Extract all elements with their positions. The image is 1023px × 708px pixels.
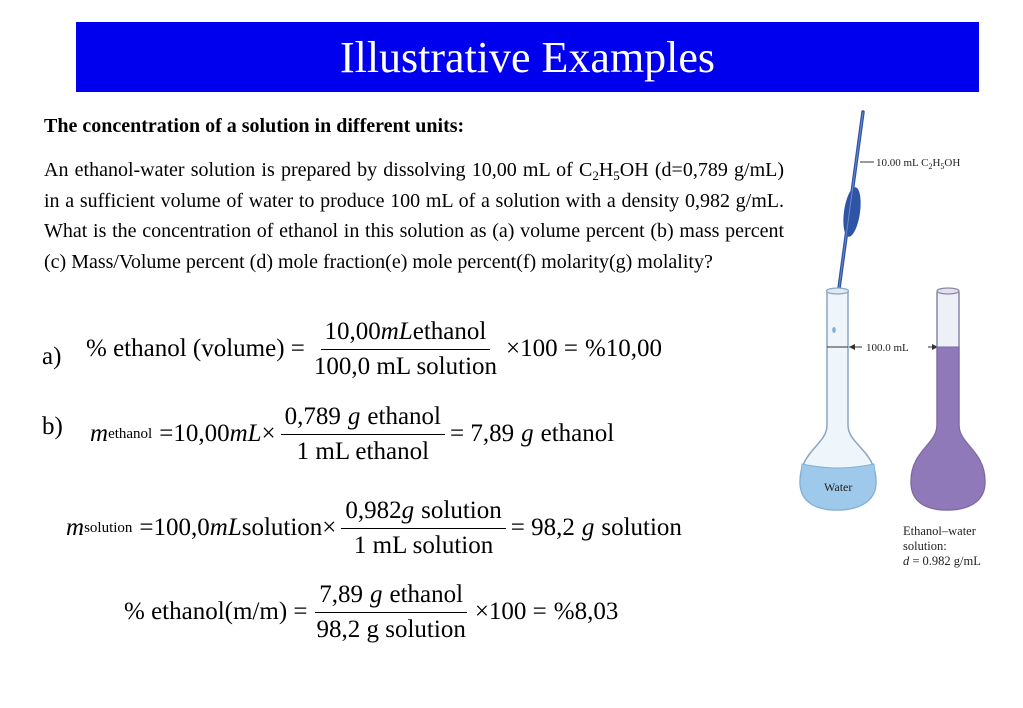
eq-b2-unit: mL [209, 514, 242, 541]
part-a-label: a) [42, 343, 62, 370]
eq-b3-denominator: 98,2 g solution [316, 615, 466, 643]
eq-b1-numerator [281, 403, 445, 435]
eq-b1-num-value: 0,789 [284, 403, 341, 430]
eq-b1-result-unit: g [521, 420, 534, 447]
eq-b1-m: m [90, 420, 109, 447]
eq-b2-sub: solution [84, 519, 133, 536]
volume-label: 100.0 mL [866, 342, 909, 354]
eq-b3-times: ×100 = [474, 598, 547, 625]
eq-b2-numerator [341, 497, 505, 529]
eq-b1-num-text: ethanol [367, 403, 441, 430]
eq-b2-m: m [66, 514, 85, 541]
eq-a-fraction [310, 318, 501, 380]
caption-density-value: = 0.982 g/mL [909, 554, 981, 568]
eq-b2-result-unit: g [581, 514, 595, 541]
eq-b3-num-unit: g [369, 581, 383, 608]
slide-title-text: Illustrative Examples [339, 32, 716, 82]
eq-b2-unit-text: solution× [241, 514, 337, 541]
eq-b1-fraction [281, 403, 445, 465]
water-flask [800, 288, 876, 510]
eq-a-lhs: % ethanol (volume) = [86, 335, 305, 362]
subscript: 2 [592, 168, 599, 183]
caption-density-var: d [903, 554, 910, 568]
eq-a-num-value: 10,00 [324, 318, 381, 345]
water-label: Water [824, 480, 853, 494]
eq-b2-fraction [341, 497, 505, 559]
equation-mass-percent [124, 581, 618, 643]
eq-b3-numerator [315, 581, 467, 613]
equation-volume-percent [86, 318, 662, 380]
eq-a-result: %10,00 [584, 335, 663, 362]
caption-line-3 [903, 554, 981, 569]
problem-line1-h: H [598, 159, 614, 181]
eq-b2-denominator: 1 mL solution [353, 531, 494, 559]
eq-b1-num-unit: g [347, 403, 361, 430]
problem-statement [44, 155, 784, 277]
solution-flask [911, 288, 985, 510]
eq-b2-num-unit: g [401, 497, 415, 524]
part-b-label: b) [42, 413, 63, 440]
eq-b2-num-value: 0,982 [345, 497, 402, 524]
section-heading: The concentration of a solution in different units: [44, 115, 465, 137]
subscript: 5 [613, 168, 620, 183]
pipette-label: 10.00 mL $C_2H_5OH$ [876, 157, 961, 171]
figure-caption [903, 524, 981, 569]
eq-b3-num-value: 7,89 [319, 581, 363, 608]
eq-b1-result-value: = 7,89 [450, 420, 515, 447]
eq-b3-lhs: % ethanol(m/m) = [124, 598, 308, 625]
eq-b3-fraction [313, 581, 470, 643]
eq-b1-unit: mL [229, 420, 262, 447]
eq-b1-sub: ethanol [108, 425, 153, 442]
eq-a-numerator [321, 318, 491, 350]
eq-a-times: ×100 = [506, 335, 578, 362]
eq-a-num-text: ethanol [412, 318, 487, 345]
eq-b3-result: %8,03 [553, 598, 619, 625]
eq-b2-num-text: solution [421, 497, 502, 524]
eq-b1-denominator: 1 mL ethanol [296, 437, 430, 465]
problem-line1: An ethanol-water solution is prepared by dissolving 10,00 mL of C [44, 159, 593, 181]
eq-b1-result-text: ethanol [540, 420, 615, 447]
caption-line-2: solution: [903, 539, 947, 553]
equation-mass-solution [66, 497, 682, 559]
caption-line-1: Ethanol–water [903, 524, 976, 538]
eq-b2-value: =100,0 [139, 514, 210, 541]
slide-title [76, 22, 979, 92]
problem-line1-oh: OH [619, 159, 649, 181]
equation-mass-ethanol [90, 403, 614, 465]
eq-a-num-unit: mL [380, 318, 413, 345]
eq-b2-result-value: = 98,2 [510, 514, 575, 541]
eq-b2-result-text: solution [601, 514, 682, 541]
eq-a-denominator: 100,0 mL solution [313, 352, 498, 380]
eq-b1-value: =10,00 [159, 420, 230, 447]
eq-b1-times: × [261, 420, 276, 447]
problem-rest: (d=0,789 g/mL) in a sufficient volume of water to produce 100 mL of a solution with a density 0,982 g/mL. What is the concentration of ethanol in this solution as (a) volume percent (b) mass percent (c) Mass/Volume percent (d) mole fraction(e) mole percent(f) molarity(g) molality? [44, 159, 784, 273]
eq-b3-num-text: ethanol [389, 581, 464, 608]
